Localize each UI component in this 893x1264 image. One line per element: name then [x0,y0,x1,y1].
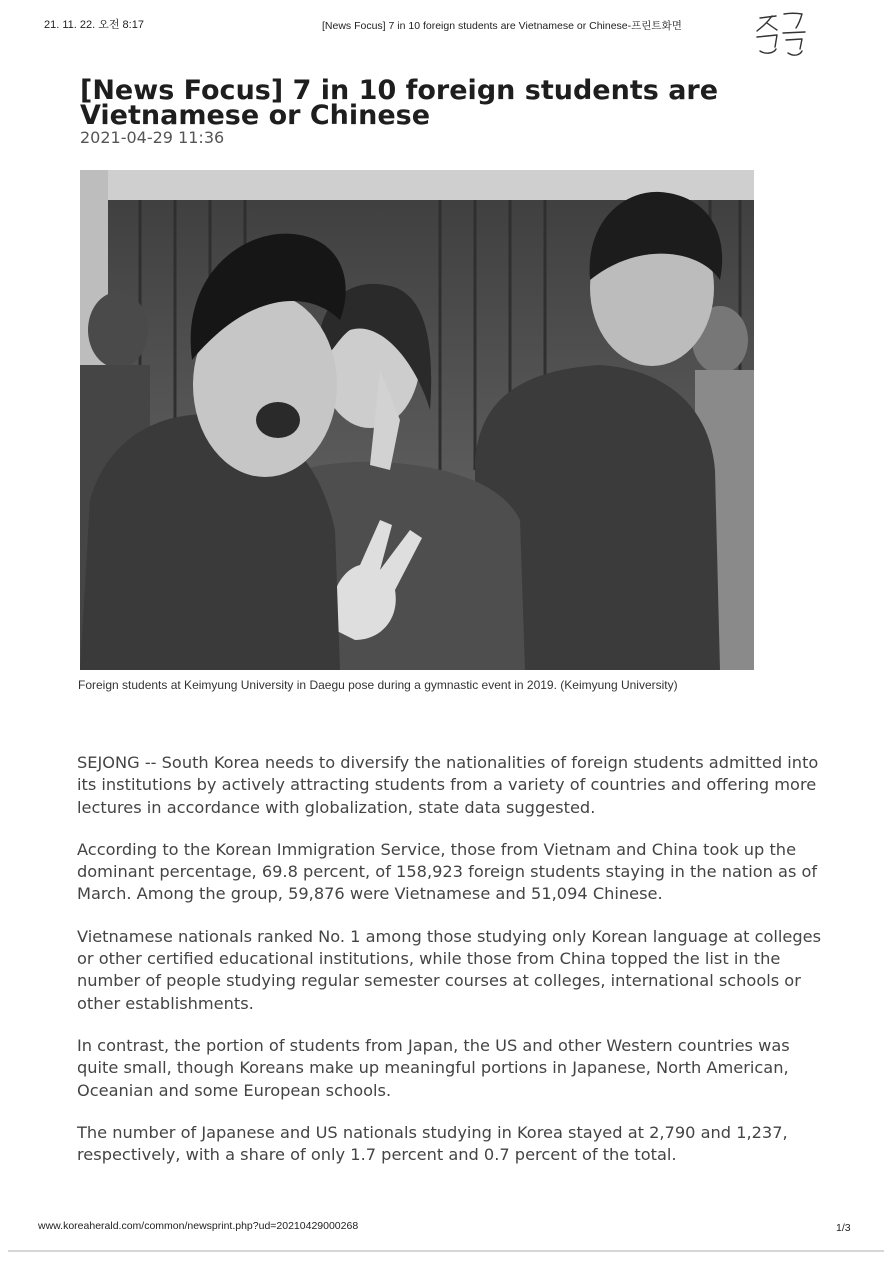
article-paragraph: According to the Korean Immigration Service, those from Vietnam and China took up the dominant percentage, 69.8 percent, of 158,923 foreign students staying in the nation as of March. Among the group, 59,876 were Vietnamese and 51,094 Chinese. [77,839,818,904]
article-title: [News Focus] 7 in 10 foreign students are Vietnamese or Chinese [80,75,719,132]
article-photo [80,170,754,670]
article-paragraph: The number of Japanese and US nationals studying in Korea stayed at 2,790 and 1,237, respectively, with a share of only 1.7 percent and 0.7 percent of the total. [77,1122,788,1165]
print-datetime: 21. 11. 22. 오전 8:17 [44,19,144,31]
scan-edge-divider [8,1250,884,1252]
article-body [77,752,822,1186]
page-number: 1/3 [836,1222,851,1234]
print-page-title: [News Focus] 7 in 10 foreign students are Vietnamese or Chinese-프린트화면 [322,20,682,32]
photo-caption: Foreign students at Keimyung University in Daegu pose during a gymnastic event in 2019. (Keimyung University) [78,678,678,692]
article-date: 2021-04-29 11:36 [80,128,225,147]
handwritten-mark [752,6,810,58]
article-paragraph: SEJONG -- South Korea needs to diversify the nationalities of foreign students admitted into its institutions by actively attracting students from a variety of countries and offering more lectures in accordance with globalization, state data suggested. [77,753,819,817]
print-url: www.koreaherald.com/common/newsprint.php?ud=20210429000268 [38,1220,359,1232]
article-paragraph: In contrast, the portion of students from Japan, the US and other Western countries was quite small, though Koreans make up meaningful portions in Japanese, North American, Oceanian and some European schools. [77,1035,790,1100]
article-paragraph: Vietnamese nationals ranked No. 1 among those studying only Korean language at colleges or other certified educational institutions, while those from China topped the list in the number of people studying regular semester courses at colleges, international schools or other establishments. [77,926,822,1013]
